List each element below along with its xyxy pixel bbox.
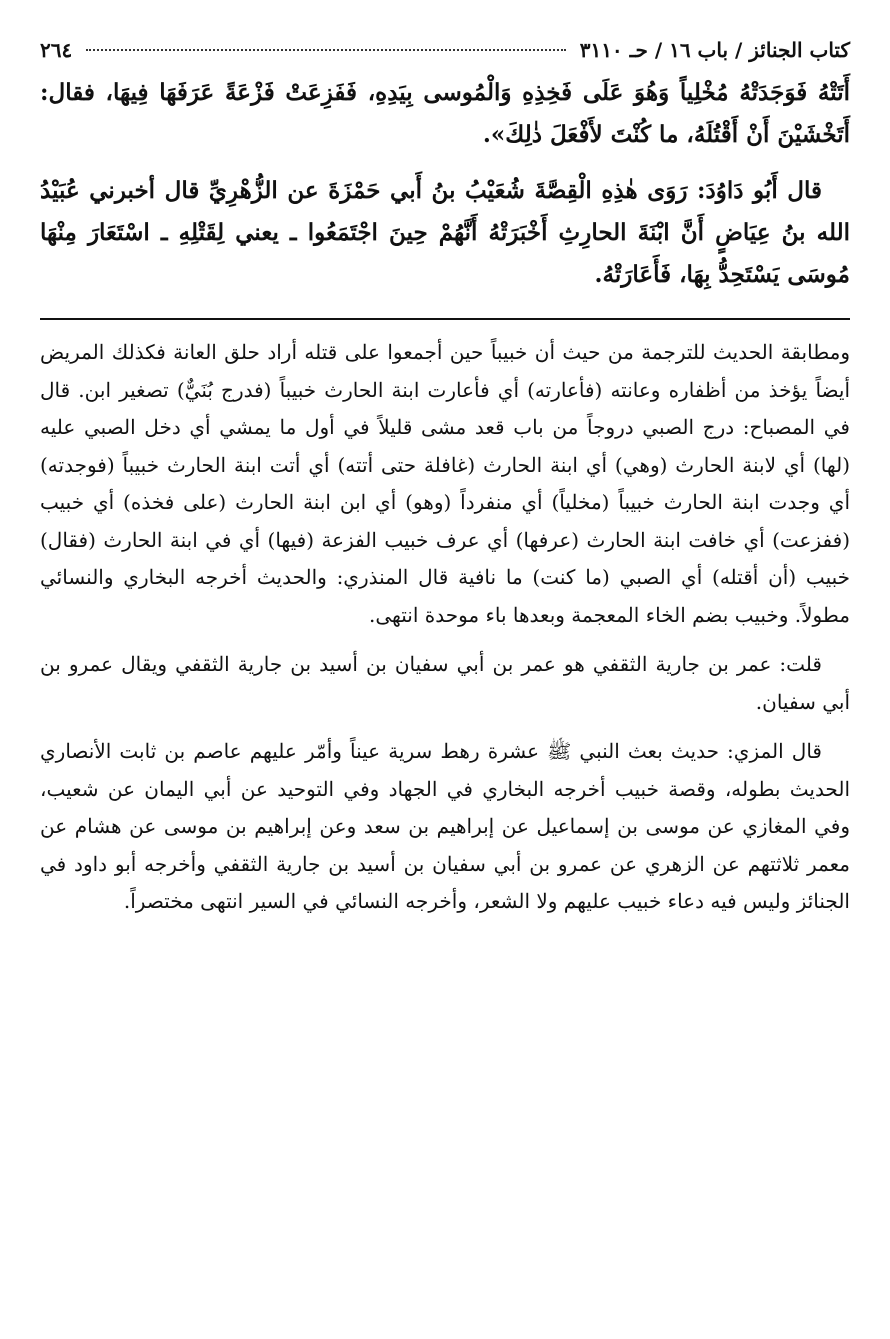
commentary-paragraph: قلت: عمر بن جارية الثقفي هو عمر بن أبي سفيان بن أسيد بن جارية الثقفي ويقال عمرو بن أبي سفيان. (40, 652, 850, 714)
commentary-paragraph: قال المزي: حديث بعث النبي ﷺ عشرة رهط سرية عيناً وأمّر عليهم عاصم بن ثابت الأنصاري الحديث بطوله، وقصة خبيب أخرجه البخاري في الجهاد وفي التوحيد عن أبي اليمان عن شعيب، وفي المغازي عن موسى بن إسماعيل عن إبراهيم بن سعد وعن إبراهيم بن موسى عن هشام عن معمر ثلاثتهم عن الزهري عن عمرو بن أبي سفيان بن أسيد بن جارية الثقفي وأخرجه أبو داود في الجنائز وليس فيه دعاء خبيب عليهم ولا الشعر، وأخرجه النسائي في السير انتهى مختصراً. (40, 739, 850, 913)
section-divider (40, 318, 850, 320)
running-title: كتاب الجنائز / باب ١٦ / حـ ٣١١٠ (579, 38, 850, 62)
hadith-text (40, 72, 850, 296)
page-number: ٢٦٤ (40, 38, 73, 62)
hadith-paragraph: قال أَبُو دَاوُدَ: رَوَى هٰذِهِ الْقِصَّةَ شُعَيْبُ بنُ أَبي حَمْزَةَ عن الزُّهْرِيِّ قال أخبرني عُبَيْدُ الله بنُ عِيَاضٍ أَنَّ ابْنَةَ الحارِثِ أَخْبَرَتْهُ أَنَّهُمْ حِينَ اجْتَمَعُوا ـ يعني لِقَتْلِهِ ـ اسْتَعَارَ مِنْهَا مُوسَى يَسْتَحِدُّ بِهَا، فَأَعَارَتْهُ. (40, 177, 850, 288)
header-dotted-leader (86, 49, 565, 51)
page-header (40, 38, 850, 72)
book-page (40, 38, 850, 921)
hadith-paragraph: أَتَتْهُ فَوَجَدَتْهُ مُخْلِياً وَهُوَ عَلَى فَخِذِهِ وَالْمُوسى بِيَدِهِ، فَفَزِعَتْ فَزْعَةً عَرَفَهَا فِيهَا، فقال: أَتَخْشَيْنَ أَنْ أَقْتُلَهُ، ما كُنْتَ لأَفْعَلَ ذٰلِكَ». (40, 79, 850, 148)
commentary-text (40, 334, 850, 921)
commentary-paragraph: ومطابقة الحديث للترجمة من حيث أن خبيباً حين أجمعوا على قتله أراد حلق العانة فكذلك المريض أيضاً يؤخذ من أظفاره وعانته (فأعارته) أي فأعارت ابنة الحارث خبيباً (فدرج بُنَيٌّ) تصغير ابن. قال في المصباح: درج الصبي دروجاً من باب قعد مشى قليلاً في أول ما يمشي أي دخل الصبي عليه (لها) أي لابنة الحارث (وهي) أي ابنة الحارث (غافلة حتى أتته) أي أتت ابنة الحارث خبيباً (فوجدته) أي وجدت ابنة الحارث خبيباً (مخلياً) أي منفرداً (وهو) أي ابن ابنة الحارث (على فخذه) أي خبيب (ففزعت) أي خافت ابنة الحارث (عرفها) أي عرف خبيب الفزعة (فيها) أي في ابنة الحارث (فقال) خبيب (أن أقتله) أي الصبي (ما كنت) ما نافية قال المنذري: والحديث أخرجه البخاري والنسائي مطولاً. وخبيب بضم الخاء المعجمة وبعدها باء موحدة انتهى. (40, 340, 850, 627)
